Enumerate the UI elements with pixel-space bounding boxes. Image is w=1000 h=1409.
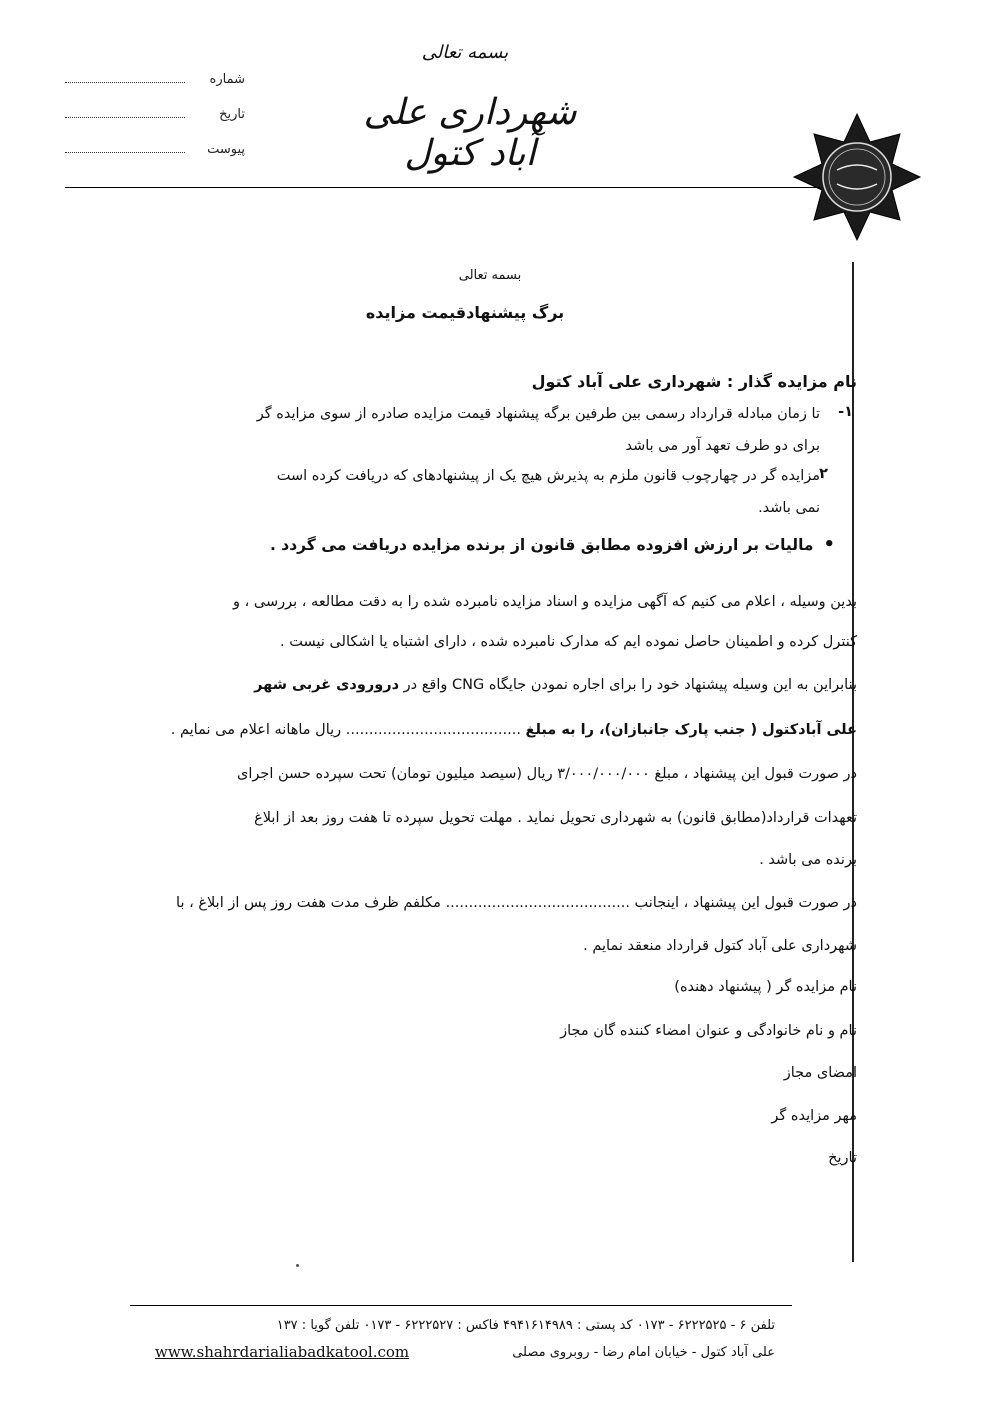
p3-line2: تعهدات قرارداد(مطابق قانون) به شهرداری تحویل نماید . مهلت تحویل سپرده تا هفت روز بعد از ابلاغ — [254, 810, 857, 826]
footer-contacts: تلفن ۶ - ۶۲۲۲۵۲۵ - ۰۱۷۳ کد پستی : ۴۹۴۱۶۱۴۹۸۹ فاکس : ۶۲۲۲۵۲۷ - ۰۱۷۳ تلفن گویا : ۱۳۷ — [276, 1318, 775, 1333]
website-link[interactable]: www.shahrdarialiabadkatool.com — [155, 1343, 410, 1361]
org-title: شهرداری علی آباد کتول — [363, 92, 577, 174]
item2-line1: مزایده گر در چهارچوب قانون ملزم به پذیرش هیچ یک از پیشنهادهای که دریافت کرده است — [276, 468, 820, 484]
sig-authorized-signature: امضای مجاز — [783, 1065, 857, 1081]
item1-number: ۱- — [838, 404, 853, 420]
p3-line3: برنده می باشد . — [759, 852, 857, 868]
vat-note — [185, 534, 835, 555]
scan-speck — [296, 1264, 299, 1267]
header-bismillah: بسمه تعالی — [421, 42, 509, 63]
item1-line2: برای دو طرف تعهد آور می باشد — [625, 438, 820, 454]
footer-divider — [130, 1305, 792, 1306]
sig-bidder-seal: مهر مزایده گر — [771, 1108, 857, 1124]
attachment-field — [65, 142, 245, 162]
p2-line1 — [117, 675, 857, 695]
p1-line1: بدین وسیله ، اعلام می کنیم که آگهی مزایده و اسناد مزایده نامبرده شده را به دقت مطالعه ، بررسی ، و — [232, 594, 857, 610]
item2-number: ۲ — [819, 466, 828, 482]
number-dots — [65, 82, 185, 83]
number-field — [65, 72, 245, 92]
p2-location: درورودی غربی شهر — [254, 677, 400, 693]
attachment-dots — [65, 152, 185, 153]
sig-bidder-name: نام مزایده گر ( پیشنهاد دهنده) — [674, 979, 857, 995]
p2-line2 — [117, 720, 857, 740]
footer-address: علی آباد کتول - خیابان امام رضا - روبروی مصلی — [512, 1345, 775, 1360]
p2-place: علی آبادکتول ( جنب پارک جانبازان)، را به مبلغ — [525, 722, 857, 738]
municipality-emblem — [792, 112, 922, 242]
attachment-label: پیوست — [207, 142, 245, 157]
p2-line1-text: بنابراین به این وسیله پیشنهاد خود را برای اجاره نمودن جایگاه CNG واقع در — [403, 677, 857, 693]
auctioneer-name: نام مزایده گذار : شهرداری علی آباد کتول — [531, 372, 857, 391]
header-divider — [65, 187, 820, 188]
emblem-star-icon — [792, 112, 922, 242]
date-label: تاریخ — [219, 107, 245, 122]
p4-line1: در صورت قبول این پیشنهاد ، اینجانب ........................................ مکلفم ظرف مدت هفت روز پس از ابلاغ ، با — [176, 895, 857, 911]
p1-line2: کنترل کرده و اطمینان حاصل نموده ایم که مدارک نامبرده شده ، دارای اشتباه یا اشکالی نیست . — [280, 634, 857, 650]
number-label: شماره — [209, 72, 245, 87]
bismillah: بسمه تعالی — [458, 268, 522, 283]
vat-text: مالیات بر ارزش افزوده مطابق قانون از برنده مزایده دریافت می گردد . — [269, 536, 814, 554]
item1-line1: تا زمان مبادله قرارداد رسمی بین طرفین برگه پیشنهاد قیمت مزایده صادره از سوی مزایده گر — [256, 406, 820, 422]
date-field — [65, 107, 245, 127]
sig-authorized-names: نام و نام خانوادگی و عنوان امضاء کننده گان مجاز — [560, 1023, 857, 1039]
date-dots — [65, 117, 185, 118]
sig-date: تاریخ — [828, 1150, 857, 1166]
p2-line2-end: ریال ماهانه اعلام می نمایم . — [170, 722, 342, 738]
p4-line2: شهرداری علی آباد کتول قرارداد منعقد نمایم . — [583, 938, 857, 954]
p2-amount-blank: ...................................... — [345, 722, 521, 738]
bullet-icon: • — [823, 534, 835, 555]
p3-line1: در صورت قبول این پیشنهاد ، مبلغ ۳/۰۰۰/۰۰۰/۰۰۰ ریال (سیصد میلیون تومان) تحت سپرده حسن اجرای — [236, 766, 857, 782]
item2-line2: نمی باشد. — [758, 500, 820, 516]
form-title: برگ پیشنهادقیمت مزایده — [365, 303, 565, 322]
